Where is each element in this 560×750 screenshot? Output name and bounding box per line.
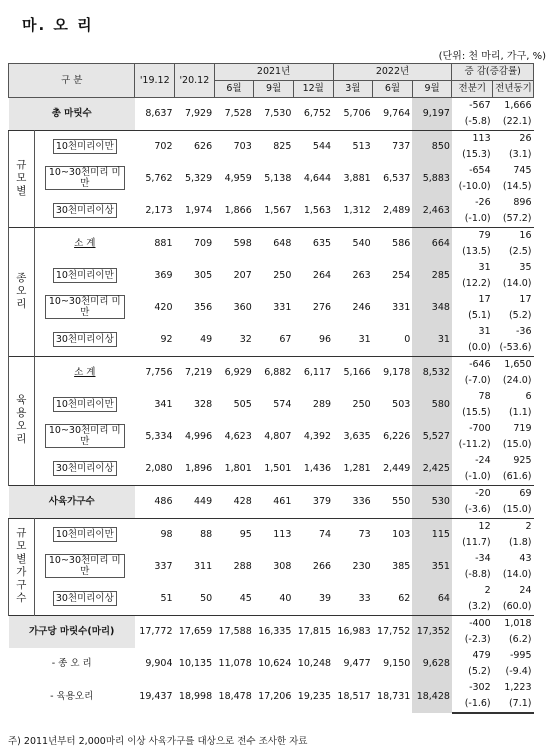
table-cell: 6,929 <box>214 357 254 390</box>
table-cell: 544 <box>293 131 333 164</box>
table-cell: -995 <box>509 650 532 661</box>
row-label: 10천미리이만 <box>34 260 135 292</box>
table-cell: -36 <box>515 326 532 337</box>
table-cell: 18,517 <box>337 690 371 702</box>
table-cell: 3,881 <box>343 173 371 184</box>
table-cell: 18,998 <box>178 690 213 702</box>
header-m9b: 9월 <box>412 81 452 98</box>
table-row <box>9 292 534 308</box>
table-cell: 10,624 <box>258 658 292 669</box>
pct-cell: (15.5) <box>462 407 491 418</box>
table-cell: 709 <box>175 228 215 261</box>
pct-cell: (2.5) <box>508 246 532 257</box>
table-cell: 264 <box>312 270 332 281</box>
table-cell: 19,437 <box>139 690 173 702</box>
pct-cell: (-53.6) <box>499 342 532 353</box>
page-title: 마. 오 리 <box>22 16 94 34</box>
table-cell: 1,281 <box>343 463 371 474</box>
group-label-scale: 규모별 <box>9 131 35 228</box>
pct-cell: (14.0) <box>502 278 532 289</box>
table-cell: -700 <box>469 423 491 434</box>
table-cell: 351 <box>412 551 452 583</box>
table-cell: 6,882 <box>254 357 294 390</box>
pct-cell: (57.2) <box>502 213 532 224</box>
pct-cell: (14.0) <box>502 569 532 580</box>
table-cell: 360 <box>233 302 252 313</box>
table-cell: 250 <box>352 399 371 410</box>
table-cell: 263 <box>352 270 371 281</box>
pct-cell: (-5.8) <box>464 116 491 127</box>
table-row <box>9 131 534 148</box>
table-cell: 505 <box>233 399 252 410</box>
table-cell: 92 <box>160 334 173 345</box>
table-cell: 207 <box>233 270 252 281</box>
table-cell: 115 <box>412 519 452 552</box>
table-row <box>9 389 534 405</box>
pct-cell: (61.6) <box>502 471 532 482</box>
table-cell: 12 <box>452 519 493 536</box>
row-label: 10천미리이만 <box>34 519 135 552</box>
table-cell: 635 <box>293 228 333 261</box>
row-label: 10~30천미리 미만 <box>34 163 135 195</box>
pct-cell: (-8.8) <box>464 569 491 580</box>
table-cell: 230 <box>352 561 371 572</box>
table-cell: 6,117 <box>293 357 333 390</box>
row-label: 30천미리이상 <box>34 583 135 616</box>
header-m6: 6월 <box>214 81 254 98</box>
group-label-hh: 규모별 가구수 <box>9 519 35 616</box>
table-cell: -34 <box>475 553 491 564</box>
footnote: 주) 2011년부터 2,000마리 이상 사육가구를 대상으로 전수 조사한 자료 <box>8 736 308 747</box>
table-cell: 2,425 <box>412 453 452 486</box>
table-cell: 26 <box>493 131 534 148</box>
row-label: 30천미리이상 <box>34 324 135 357</box>
table-cell: 5,883 <box>412 163 452 195</box>
table-cell: 6,537 <box>383 173 411 184</box>
table-cell: 648 <box>254 228 294 261</box>
table-cell: 17 <box>478 294 491 305</box>
table-cell: 5,138 <box>264 173 292 184</box>
table-cell: 9,178 <box>373 357 413 390</box>
header-m9: 9월 <box>254 81 294 98</box>
table-cell: 1,501 <box>264 463 292 474</box>
table-cell: 7,929 <box>175 98 215 131</box>
table-cell: 103 <box>373 519 413 552</box>
table-cell: 11,078 <box>218 658 252 669</box>
table-cell: 5,166 <box>333 357 373 390</box>
table-cell: 311 <box>194 561 213 572</box>
table-cell: 428 <box>214 486 254 519</box>
table-cell: 6,752 <box>293 98 333 131</box>
row-label: 10~30천미리 미만 <box>34 421 135 453</box>
table-cell: 8,637 <box>135 98 175 131</box>
table-cell: 540 <box>333 228 373 261</box>
header-change: 증 감(증감률) <box>452 64 534 81</box>
table-cell: 31 <box>412 324 452 357</box>
table-row <box>9 616 534 633</box>
row-label: 소 계 <box>34 357 135 390</box>
pct-cell: (7.1) <box>493 696 534 713</box>
table-cell: 5,527 <box>412 421 452 453</box>
table-cell: 2,080 <box>145 463 173 474</box>
table-cell: 580 <box>412 389 452 421</box>
pct-cell: (1.8) <box>508 537 532 548</box>
table-cell: 1,666 <box>493 98 534 115</box>
pct-cell: (6.2) <box>508 634 532 645</box>
table-cell: 825 <box>254 131 294 164</box>
table-cell: 4,959 <box>224 173 252 184</box>
table-cell: 50 <box>200 593 213 604</box>
table-cell: 379 <box>293 486 333 519</box>
table-row <box>9 98 534 115</box>
table-cell: 276 <box>312 302 332 313</box>
table-cell: 4,392 <box>303 431 332 442</box>
table-row <box>9 486 534 503</box>
row-label: 사육가구수 <box>9 486 135 519</box>
table-cell: 2 <box>493 519 534 536</box>
table-cell: 341 <box>154 399 173 410</box>
table-row <box>9 324 534 340</box>
table-cell: 420 <box>154 302 173 313</box>
table-cell: -26 <box>475 197 491 208</box>
table-body <box>9 98 534 714</box>
table-row <box>9 421 534 437</box>
pct-cell: (15.0) <box>502 504 532 515</box>
table-cell: 113 <box>452 131 493 148</box>
table-cell: 45 <box>239 593 252 604</box>
pct-cell: (-3.6) <box>464 504 491 515</box>
table-cell: 289 <box>312 399 332 410</box>
table-cell: 40 <box>279 593 292 604</box>
table-cell: 43 <box>519 553 532 564</box>
table-cell: 9,477 <box>343 658 371 669</box>
table-cell: 49 <box>200 334 213 345</box>
table-cell: 1,567 <box>264 205 292 216</box>
table-cell: 246 <box>352 302 371 313</box>
table-cell: 39 <box>318 593 332 604</box>
table-cell: 2 <box>484 585 491 596</box>
table-cell: 5,329 <box>184 173 213 184</box>
unit-label: (단위: 천 마리, 가구, %) <box>438 51 546 62</box>
table-row <box>9 163 534 179</box>
group-label-meat: 육용오리 <box>9 357 35 486</box>
row-label: 30천미리이상 <box>34 195 135 228</box>
row-label: - 육용오리 <box>50 690 94 702</box>
row-label: 10천미리이만 <box>34 131 135 164</box>
table-cell: 4,807 <box>264 431 292 442</box>
header-gubun: 구 분 <box>9 64 135 98</box>
table-cell: 31 <box>478 262 491 273</box>
table-row <box>9 583 534 599</box>
table-row <box>9 519 534 536</box>
table-cell: 79 <box>452 228 493 245</box>
table-cell: 266 <box>312 561 332 572</box>
table-cell: -302 <box>469 682 491 693</box>
table-cell: 449 <box>175 486 215 519</box>
table-cell: 925 <box>513 455 532 466</box>
table-cell: 1,223 <box>504 682 532 693</box>
header-yoy: 전년동기 <box>493 81 534 98</box>
table-row <box>9 648 534 664</box>
pct-cell: (-1.0) <box>464 213 491 224</box>
table-cell: 1,650 <box>493 357 534 374</box>
pct-cell: (0.0) <box>468 342 491 353</box>
header-m3: 3월 <box>333 81 373 98</box>
table-cell: 337 <box>154 561 173 572</box>
table-cell: 745 <box>513 165 532 176</box>
table-cell: 5,762 <box>145 173 173 184</box>
table-cell: 2,173 <box>145 205 173 216</box>
table-cell: 35 <box>519 262 532 273</box>
pct-cell: (-7.0) <box>464 375 491 386</box>
table-cell: 586 <box>373 228 413 261</box>
table-cell: 664 <box>412 228 452 261</box>
table-row <box>9 357 534 374</box>
table-cell: 64 <box>412 583 452 616</box>
header-qoq: 전분기 <box>452 81 493 98</box>
table-cell: 331 <box>392 302 411 313</box>
table-cell: 331 <box>273 302 292 313</box>
pct-cell: (-9.4) <box>505 666 532 677</box>
table-cell: 16 <box>493 228 534 245</box>
table-cell: 285 <box>412 260 452 292</box>
table-cell: 2,489 <box>383 205 411 216</box>
table-cell: 881 <box>135 228 175 261</box>
pct-cell: (15.0) <box>502 439 532 450</box>
row-label: 총 마릿수 <box>9 98 135 131</box>
table-cell: 17,659 <box>175 616 215 649</box>
row-label: 가구당 마릿수(마리) <box>9 616 135 649</box>
table-cell: 33 <box>358 593 371 604</box>
table-cell: 513 <box>333 131 373 164</box>
table-cell: 7,528 <box>214 98 254 131</box>
table-cell: 5,334 <box>145 431 173 442</box>
table-cell: 10,135 <box>178 658 213 669</box>
table-cell: 9,628 <box>412 648 452 680</box>
table-cell: 78 <box>478 391 491 402</box>
table-cell: 32 <box>239 334 252 345</box>
table-cell: 31 <box>478 326 491 337</box>
table-cell: 16,983 <box>333 616 373 649</box>
table-cell: 1,018 <box>493 616 534 633</box>
table-cell: 7,219 <box>175 357 215 390</box>
table-cell: 6,226 <box>383 431 411 442</box>
table-cell: 6 <box>525 391 532 402</box>
pct-cell: (-1.6) <box>452 696 493 713</box>
table-cell: 74 <box>293 519 333 552</box>
pct-cell: (5.1) <box>468 310 491 321</box>
table-cell: 67 <box>279 334 292 345</box>
table-cell: 69 <box>493 486 534 503</box>
table-cell: 1,866 <box>224 205 252 216</box>
table-cell: 17 <box>519 294 532 305</box>
table-cell: 5,706 <box>333 98 373 131</box>
table-row <box>9 195 534 211</box>
table-cell: 305 <box>194 270 213 281</box>
table-cell: 17,206 <box>258 690 292 702</box>
table-cell: 31 <box>358 334 371 345</box>
table-cell: 16,335 <box>254 616 294 649</box>
table-cell: 254 <box>392 270 411 281</box>
table-cell: 486 <box>135 486 175 519</box>
row-label: - 종 오 리 <box>51 658 92 669</box>
header-m12: 12월 <box>293 81 333 98</box>
table-row <box>9 260 534 276</box>
table-cell: 702 <box>135 131 175 164</box>
pct-cell: (13.5) <box>462 246 491 257</box>
table-cell: 308 <box>273 561 292 572</box>
table-cell: 113 <box>254 519 294 552</box>
table-cell: 88 <box>175 519 215 552</box>
pct-cell: (5.2) <box>508 310 532 321</box>
table-cell: 1,896 <box>184 463 213 474</box>
duck-stats-table <box>8 63 534 714</box>
table-cell: -24 <box>475 455 491 466</box>
pct-cell: (3.1) <box>508 149 532 160</box>
table-cell: 96 <box>318 334 332 345</box>
header-1912: '19.12 <box>135 64 175 98</box>
table-cell: 896 <box>513 197 532 208</box>
table-cell: 17,772 <box>135 616 175 649</box>
table-cell: 1,436 <box>303 463 332 474</box>
table-cell: 10,248 <box>297 658 332 669</box>
table-cell: 18,428 <box>412 680 452 713</box>
table-cell: 9,764 <box>373 98 413 131</box>
table-cell: 479 <box>472 650 491 661</box>
table-row <box>9 551 534 567</box>
table-cell: 574 <box>273 399 292 410</box>
table-cell: 17,815 <box>293 616 333 649</box>
row-label: 10~30천미리 미만 <box>34 292 135 324</box>
pct-cell: (-10.0) <box>458 181 491 192</box>
table-cell: 737 <box>373 131 413 164</box>
table-cell: 1,312 <box>343 205 371 216</box>
table-cell: 356 <box>194 302 213 313</box>
table-row <box>9 680 534 696</box>
table-cell: 461 <box>254 486 294 519</box>
table-cell: 703 <box>214 131 254 164</box>
table-cell: 850 <box>412 131 452 164</box>
header-2021: 2021년 <box>214 64 333 81</box>
table-cell: 51 <box>160 593 173 604</box>
table-row <box>9 453 534 469</box>
table-cell: 719 <box>513 423 532 434</box>
table-cell: 19,235 <box>297 690 332 702</box>
table-cell: 95 <box>214 519 254 552</box>
table-cell: 7,530 <box>254 98 294 131</box>
table-cell: 24 <box>519 585 532 596</box>
table-cell: 626 <box>175 131 215 164</box>
table-cell: 1,801 <box>224 463 252 474</box>
pct-cell: (15.3) <box>462 149 491 160</box>
table-cell: 385 <box>392 561 411 572</box>
table-cell: -20 <box>452 486 493 503</box>
pct-cell: (14.5) <box>502 181 532 192</box>
table-cell: 7,756 <box>135 357 175 390</box>
table-cell: -654 <box>469 165 491 176</box>
table-cell: 9,150 <box>383 658 411 669</box>
table-cell: 62 <box>398 593 411 604</box>
table-cell: 17,588 <box>214 616 254 649</box>
table-cell: 9,904 <box>145 658 173 669</box>
table-cell: -646 <box>452 357 493 374</box>
table-cell: 3,635 <box>343 431 371 442</box>
table-cell: 250 <box>273 270 292 281</box>
table-cell: 328 <box>194 399 213 410</box>
row-label: 10~30천미리 미만 <box>34 551 135 583</box>
table-cell: 530 <box>412 486 452 519</box>
row-label: 10천미리이만 <box>34 389 135 421</box>
table-cell: 9,197 <box>412 98 452 131</box>
table-cell: 503 <box>392 399 411 410</box>
table-cell: 2,449 <box>383 463 411 474</box>
header-m6b: 6월 <box>373 81 413 98</box>
table-cell: 18,478 <box>218 690 252 702</box>
pct-cell: (1.1) <box>508 407 532 418</box>
row-label: 소 계 <box>34 228 135 261</box>
table-cell: 2,463 <box>412 195 452 228</box>
table-cell: 8,532 <box>412 357 452 390</box>
pct-cell: (12.2) <box>462 278 491 289</box>
table-cell: 18,731 <box>377 690 411 702</box>
table-row <box>9 228 534 245</box>
header-2022: 2022년 <box>333 64 452 81</box>
pct-cell: (-2.3) <box>464 634 491 645</box>
pct-cell: (22.1) <box>502 116 532 127</box>
pct-cell: (60.0) <box>502 601 532 612</box>
pct-cell: (-1.0) <box>464 471 491 482</box>
pct-cell: (3.2) <box>468 601 491 612</box>
table-cell: 4,623 <box>224 431 252 442</box>
table-cell: 336 <box>333 486 373 519</box>
table-cell: 1,974 <box>184 205 213 216</box>
pct-cell: (5.2) <box>468 666 491 677</box>
table-cell: 348 <box>412 292 452 324</box>
table-cell: 17,352 <box>412 616 452 649</box>
table-cell: 369 <box>154 270 173 281</box>
pct-cell: (11.7) <box>462 537 491 548</box>
table-cell: 17,752 <box>373 616 413 649</box>
table-cell: 550 <box>373 486 413 519</box>
group-label-breed: 종오리 <box>9 228 35 357</box>
row-label: 30천미리이상 <box>34 453 135 486</box>
header-2012: '20.12 <box>175 64 215 98</box>
table-cell: 4,644 <box>303 173 332 184</box>
table-cell: 73 <box>333 519 373 552</box>
pct-cell: (24.0) <box>502 375 532 386</box>
table-cell: 1,563 <box>303 205 332 216</box>
table-cell: 0 <box>404 334 411 345</box>
table-cell: -400 <box>452 616 493 633</box>
table-cell: -567 <box>452 98 493 115</box>
table-cell: 98 <box>135 519 175 552</box>
table-cell: 288 <box>233 561 252 572</box>
pct-cell: (-11.2) <box>458 439 491 450</box>
table-cell: 4,996 <box>184 431 213 442</box>
table-cell: 598 <box>214 228 254 261</box>
